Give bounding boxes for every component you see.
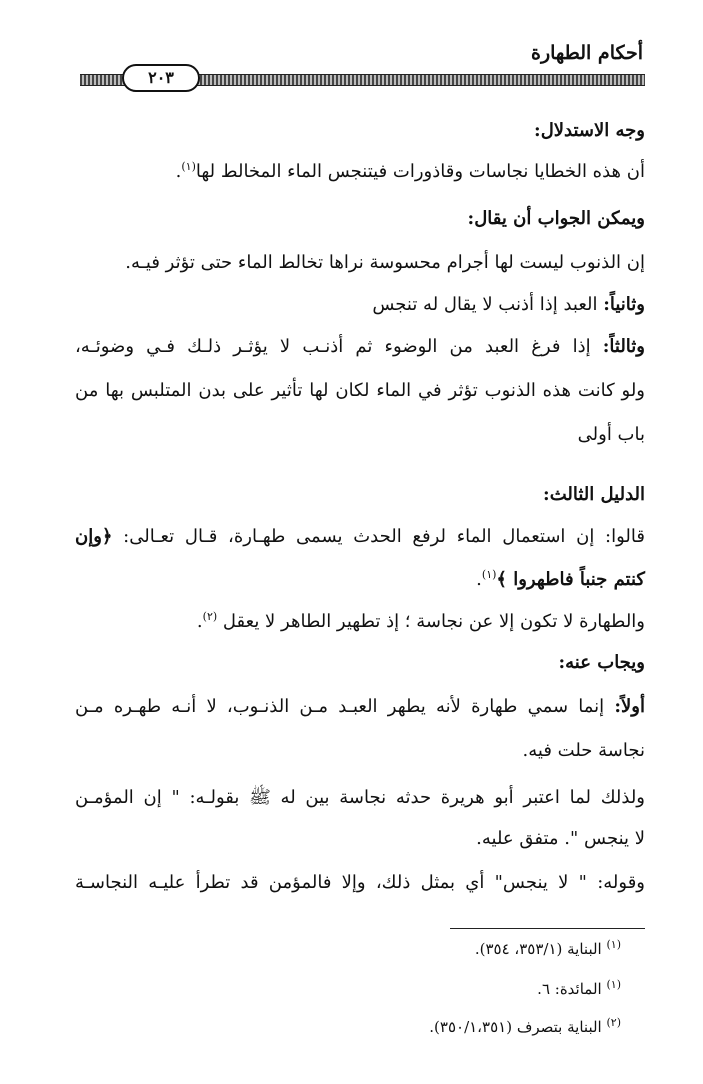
- paragraph-line: إن الذنوب ليست لها أجرام محسوسة نراها تخالط الماء حتى تؤثر فيـه.: [125, 252, 645, 273]
- heading-wajh-istidlal: وجه الاستدلال:: [534, 120, 645, 141]
- line-end: .: [196, 611, 203, 632]
- paragraph-line: باب أولى: [577, 424, 645, 445]
- paragraph-line: [75, 568, 645, 590]
- paragraph-line: [75, 160, 645, 182]
- footnote-ref: (١): [181, 160, 196, 173]
- lead-word: وثانياً:: [603, 294, 645, 315]
- footnote-ref: (١): [481, 568, 497, 581]
- line-end: .: [476, 569, 482, 590]
- paragraph-line: لا ينجس ". متفق عليه.: [476, 828, 645, 849]
- running-title: أحكام الطهارة: [530, 42, 643, 64]
- paragraph-line: ولو كانت هذه الذنوب تؤثر في الماء لكان لها تأثير على بدن المتلبس بها من: [75, 380, 645, 401]
- footnote: [475, 938, 621, 958]
- footnote-text: البناية (٣٥٣/١، ٣٥٤).: [474, 940, 607, 958]
- paragraph-line: [75, 696, 645, 717]
- heading-answer: ويمكن الجواب أن يقال:: [467, 208, 645, 229]
- paragraph-line: [75, 526, 645, 547]
- paragraph-line: نجاسة حلت فيه.: [522, 740, 645, 761]
- footnote: [537, 978, 621, 998]
- footnote-ref: (٢): [202, 610, 218, 623]
- quran-quote: ﴿وإن: [75, 526, 113, 547]
- line-text: والطهارة لا تكون إلا عن نجاسة ؛ إذ تطهير الطاهر لا يعقل: [217, 611, 645, 632]
- footnote-text: المائدة: ٦.: [537, 980, 607, 998]
- line-text: إذا فرغ العبد من الوضوء ثم أذنـب لا يؤثـر ذلـك فـي وضوئـه،: [75, 336, 603, 357]
- lead-word: وثالثاً:: [602, 336, 645, 357]
- footnote-text: البناية بتصرف (٣٥٠/١،٣٥١).: [429, 1018, 607, 1036]
- footnote-separator: [450, 928, 645, 929]
- footnote-mark: (٢): [606, 1016, 621, 1029]
- heading-response: ويجاب عنه:: [558, 652, 645, 673]
- line-text: العبد إذا أذنب لا يقال له تنجس: [372, 294, 604, 315]
- paragraph-line: [75, 336, 645, 357]
- page-number: ٢٠٣: [122, 64, 200, 92]
- quran-quote: كنتم جنباً فاطهروا ﴾: [496, 569, 645, 590]
- footnote-mark: (١): [606, 978, 621, 991]
- footnote: [429, 1016, 621, 1036]
- paragraph-line: [75, 610, 645, 632]
- line-text: قالوا: إن استعمال الماء لرفع الحدث يسمى طهـارة، قـال تعـالى:: [112, 526, 645, 547]
- paragraph-line: [75, 294, 645, 315]
- lead-word: أولاً:: [614, 696, 645, 717]
- line-text: أن هذه الخطايا نجاسات وقاذورات فيتنجس الماء المخالط لها: [195, 161, 645, 182]
- paragraph-line: وقوله: " لا ينجس" أي بمثل ذلك، وإلا فالمؤمن قد تطرأ عليـه النجاسـة: [75, 872, 645, 893]
- paragraph-line: ولذلك لما اعتبر أبو هريرة حدثه نجاسة بين له ﷺ بقولـه: " إن المؤمـن: [75, 787, 645, 808]
- heading-third-evidence: الدليل الثالث:: [543, 484, 645, 505]
- line-text: إنما سمي طهارة لأنه يطهر العبـد مـن الذنـوب، لا أنـه طهـره مـن: [75, 696, 615, 717]
- line-end: .: [175, 161, 182, 182]
- footnote-mark: (١): [606, 938, 621, 951]
